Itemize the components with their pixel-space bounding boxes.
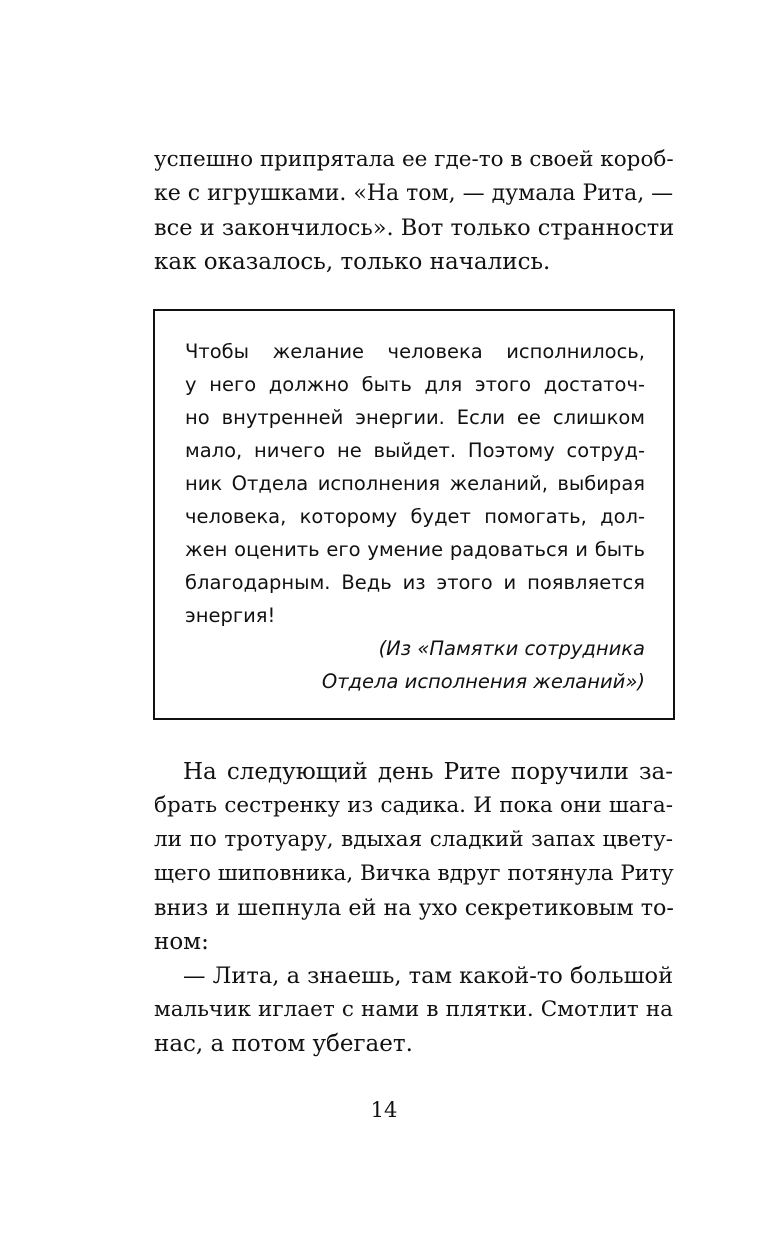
memo-line: но внутренней энергии. Если ее слишком	[185, 406, 645, 429]
text-line: вниз и шепнула ей на ухо секретиковым то-	[154, 895, 674, 921]
memo-line: благодарным. Ведь из этого и появляется	[185, 571, 645, 594]
memo-source-line: Отдела исполнения желаний»)	[321, 670, 645, 693]
memo-line: ник Отдела исполнения желаний, выбирая	[185, 472, 645, 495]
memo-line: человека, которому будет помогать, дол-	[185, 505, 645, 528]
memo-source-line: (Из «Памятки сотрудника	[378, 637, 645, 660]
text-line: ке с игрушками. «На том, — думала Рита, —	[154, 181, 674, 206]
text-line: На следующий день Рите поручили за-	[183, 759, 673, 785]
text-line: ли по тротуару, вдыхая сладкий запах цвету-	[154, 827, 673, 852]
text-line: мальчик иглает с нами в плятки. Смотлит на	[154, 997, 673, 1022]
text-line: брать сестренку из садика. И пока они шага-	[154, 793, 673, 818]
text-line: все и закончилось». Вот только странности	[154, 215, 675, 241]
text-line: ном:	[154, 929, 209, 955]
text-line: успешно припрятала ее где-то в своей короб-	[154, 147, 674, 172]
memo-line: энергия!	[185, 604, 276, 627]
text-line: как оказалось, только начались.	[154, 249, 551, 275]
text-line: — Лита, а знаешь, там какой-то большой	[183, 963, 674, 989]
memo-line: мало, ничего не выйдет. Поэтому сотруд-	[185, 439, 645, 462]
page-number: 14	[370, 1098, 398, 1122]
text-line: щего шиповника, Вичка вдруг потянула Риту	[154, 861, 674, 886]
memo-box	[153, 309, 675, 720]
memo-line: Чтобы желание человека исполнилось,	[185, 340, 645, 363]
text-line: нас, а потом убегает.	[154, 1031, 413, 1057]
memo-line: у него должно быть для этого достаточ-	[185, 373, 645, 396]
memo-line: жен оценить его умение радоваться и быть	[185, 538, 645, 561]
